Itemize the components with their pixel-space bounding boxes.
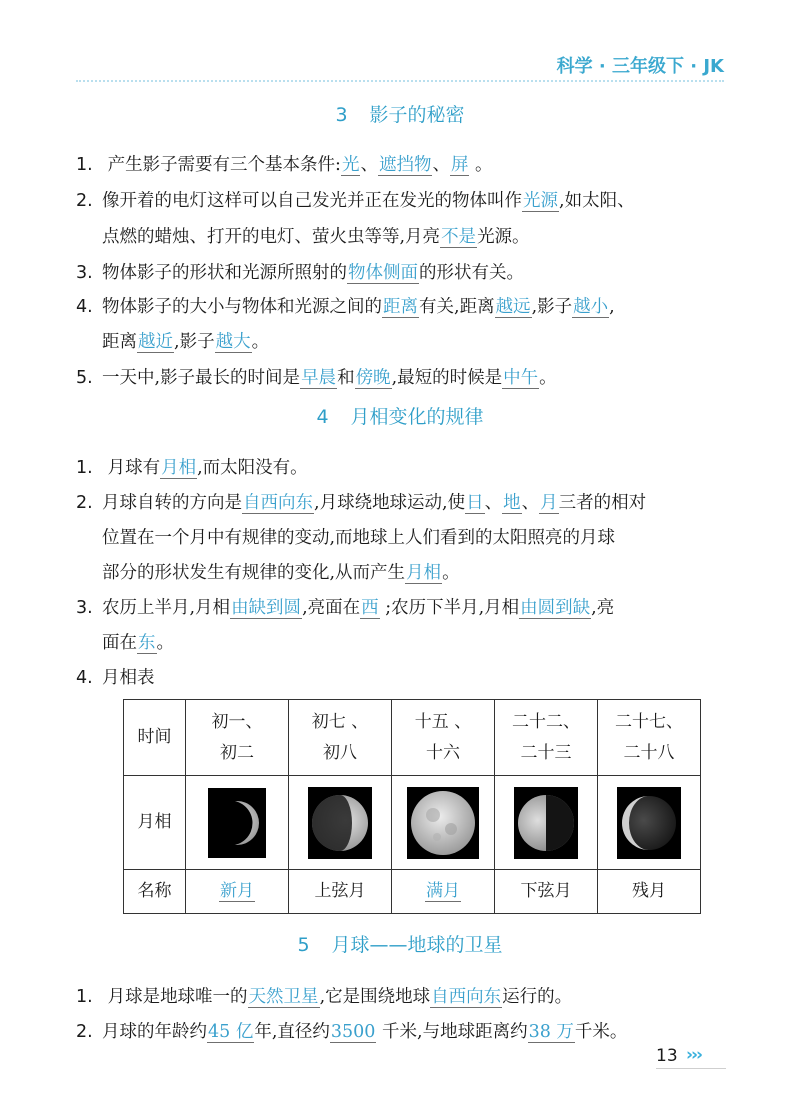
- answer: 月: [540, 493, 558, 513]
- answer: 自西向东: [243, 493, 313, 513]
- answer: 遮挡物: [378, 155, 432, 175]
- section-number: 3: [335, 104, 348, 126]
- book-header: 科学 · 三年级下 · JK: [556, 56, 724, 77]
- section-number: 5: [297, 934, 310, 956]
- answer: 越小: [573, 297, 609, 317]
- s3-item-5: 5. 一天中,影子最长的时间是早晨和傍晚,最短的时候是中午。: [76, 368, 557, 388]
- name-cell: [392, 870, 495, 914]
- time-cell: 二十二、 二十三: [495, 700, 598, 776]
- s4-item-3-cont: 面在东。: [102, 633, 174, 653]
- answer: 满月: [426, 881, 460, 901]
- row-label: 月相: [124, 776, 186, 870]
- name-row: [124, 870, 701, 914]
- last-quarter-icon: [514, 787, 578, 859]
- name-cell: 下弦月: [495, 870, 598, 914]
- answer: 中午: [503, 368, 539, 388]
- answer: 越近: [138, 332, 173, 352]
- answer: 45 亿: [208, 1022, 254, 1042]
- answer: 光源: [523, 191, 558, 211]
- footer-divider: [656, 1068, 726, 1069]
- time-cell: 初一、 初二: [186, 700, 289, 776]
- s4-item-2-cont2: 部分的形状发生有规律的变化,从而产生月相。: [102, 563, 460, 583]
- time-cell: 初七 、 初八: [289, 700, 392, 776]
- answer: 光: [341, 155, 360, 175]
- s3-item-2: 2. 像开着的电灯这样可以自己发光并正在发光的物体叫作光源,如太阳、: [76, 191, 635, 211]
- moon-phase-table: [123, 699, 701, 914]
- answer: 屏: [450, 155, 469, 175]
- answer: 天然卫星: [248, 987, 319, 1007]
- page-number: 13: [656, 1046, 678, 1066]
- row-label: 名称: [124, 870, 186, 914]
- s4-item-4: 4. 月相表: [76, 668, 155, 688]
- answer: 月相: [161, 458, 197, 478]
- time-cell: 二十七、 二十八: [598, 700, 701, 776]
- time-cell: 十五 、 十六: [392, 700, 495, 776]
- answer: 越大: [215, 332, 251, 352]
- s4-item-2-cont: 位置在一个月中有规律的变动,而地球上人们看到的太阳照亮的月球: [102, 528, 616, 548]
- answer: 西: [361, 598, 379, 618]
- s4-item-3: 3. 农历上半月,月相由缺到圆,亮面在西 ;农历下半月,月相由圆到缺,亮: [76, 598, 615, 618]
- name-cell: [186, 870, 289, 914]
- section-title: 月球——地球的卫星: [331, 934, 503, 956]
- s5-item-2: 2. 月球的年龄约45 亿年,直径约3500 千米,与地球距离约38 万千米。: [76, 1022, 628, 1042]
- answer: 月相: [406, 563, 442, 583]
- section-5-heading: [0, 930, 800, 957]
- answer: 不是: [441, 227, 477, 247]
- answer: 38 万: [528, 1022, 574, 1042]
- name-cell: 残月: [598, 870, 701, 914]
- answer: 物体侧面: [348, 263, 418, 283]
- answer: 3500: [330, 1022, 376, 1042]
- answer: 早晨: [301, 368, 337, 388]
- chevron-right-icon: ›››: [686, 1045, 702, 1065]
- old-moon-icon: [617, 787, 681, 859]
- section-title: 影子的秘密: [369, 104, 465, 126]
- answer: 由圆到缺: [520, 598, 591, 618]
- full-moon-icon: [407, 787, 479, 859]
- answer: 地: [503, 493, 521, 513]
- s4-item-2: 2. 月球自转的方向是自西向东,月球绕地球运动,使日、地、月三者的相对: [76, 493, 647, 513]
- answer: 由缺到圆: [231, 598, 302, 618]
- answer: 距离: [383, 297, 418, 317]
- waning-crescent-icon: [208, 788, 266, 858]
- row-label: 时间: [124, 700, 186, 776]
- name-cell: 上弦月: [289, 870, 392, 914]
- s3-item-1: 1. 产生影子需要有三个基本条件:光、遮挡物、屏 。: [76, 155, 493, 175]
- section-title: 月相变化的规律: [350, 406, 484, 428]
- answer: 东: [138, 633, 156, 653]
- s3-item-2-cont: 点燃的蜡烛、打开的电灯、萤火虫等等,月亮不是光源。: [102, 227, 530, 247]
- header-divider: [76, 80, 724, 82]
- answer: 自西向东: [431, 987, 502, 1007]
- section-4-heading: [0, 402, 800, 429]
- answer: 日: [466, 493, 484, 513]
- section-number: 4: [316, 406, 329, 428]
- s3-item-3: 3. 物体影子的形状和光源所照射的物体侧面的形状有关。: [76, 263, 524, 283]
- first-quarter-icon: [308, 787, 372, 859]
- phase-row: [124, 776, 701, 870]
- answer: 新月: [220, 881, 254, 901]
- s3-item-4-cont: 距离越近,影子越大。: [102, 332, 270, 352]
- answer: 傍晚: [355, 368, 391, 388]
- s5-item-1: 1. 月球是地球唯一的天然卫星,它是围绕地球自西向东运行的。: [76, 987, 573, 1007]
- answer: 越远: [495, 297, 531, 317]
- s3-item-4: 4. 物体影子的大小与物体和光源之间的距离有关,距离越远,影子越小,: [76, 297, 615, 317]
- section-3-heading: [0, 100, 800, 127]
- s4-item-1: 1. 月球有月相,而太阳没有。: [76, 458, 308, 478]
- time-row: [124, 700, 701, 776]
